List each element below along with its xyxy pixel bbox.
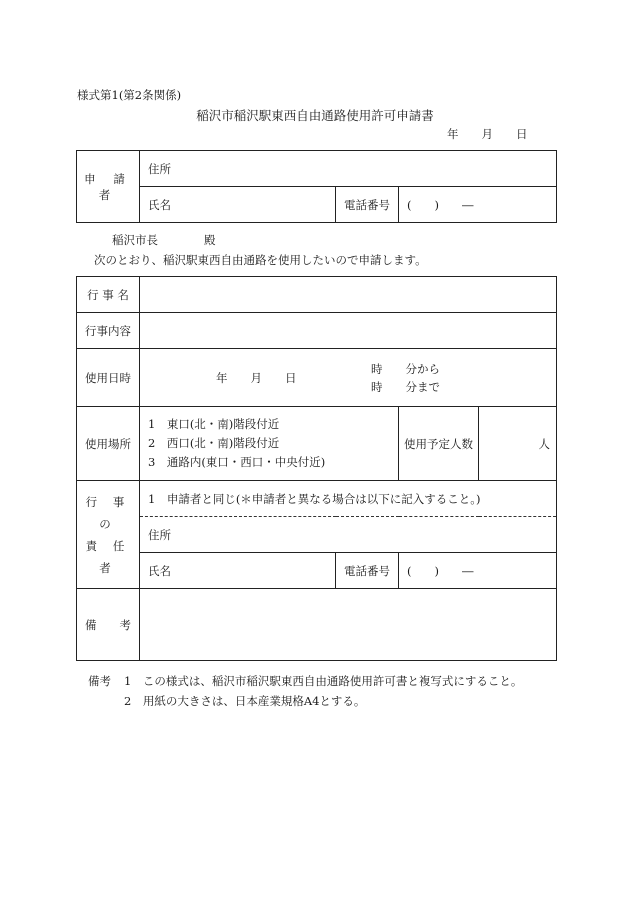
responsible-address-field[interactable] — [140, 517, 557, 553]
applicant-address-field[interactable] — [140, 151, 557, 187]
notes-label: 備考 — [88, 674, 111, 688]
applicant-phone-label: 電話番号 — [336, 187, 399, 223]
event-section — [76, 276, 557, 661]
applicant-label: 申 請 者 — [77, 151, 140, 223]
remarks-label: 備 考 — [77, 589, 140, 661]
usage-time-from: 時 分から — [371, 362, 440, 376]
note-item: 1 この様式は、稲沢市稲沢駅東西自由通路使用許可書と複写式にすること。 — [124, 674, 523, 688]
responsible-label-line1: 行 事 の — [85, 494, 131, 531]
event-name-label: 行 事 名 — [77, 277, 140, 313]
place-option[interactable]: 2 西口(北・南)階段付近 — [148, 436, 280, 450]
attendance-unit: 人 — [538, 436, 550, 451]
usage-time-to: 時 分まで — [371, 380, 440, 394]
application-date: 年 月 日 — [447, 127, 528, 141]
event-content-label: 行事内容 — [77, 313, 140, 349]
note-item: 2 用紙の大きさは、日本産業規格A4とする。 — [124, 694, 366, 708]
responsible-address-label: 住所 — [148, 527, 171, 542]
place-option[interactable]: 1 東口(北・南)階段付近 — [148, 417, 280, 431]
responsible-label-line2: 責 任 者 — [85, 538, 131, 575]
event-content-field[interactable] — [140, 313, 557, 349]
applicant-section — [76, 150, 557, 223]
intro-text: 次のとおり、稲沢駅東西自由通路を使用したいので申請します。 — [94, 253, 427, 267]
document-title: 稲沢市稲沢駅東西自由通路使用許可申請書 — [196, 108, 434, 123]
applicant-name-label: 氏名 — [148, 197, 171, 212]
applicant-name-field[interactable] — [140, 187, 336, 223]
responsible-same-option[interactable]: 1 申請者と同じ(＊申請者と異なる場合は以下に記入すること。) — [140, 481, 557, 517]
responsible-name-field[interactable] — [140, 553, 336, 589]
responsible-label — [77, 481, 140, 589]
usage-place-options[interactable] — [140, 407, 399, 481]
usage-date-ymd: 年 月 日 — [216, 371, 297, 385]
remarks-field[interactable] — [140, 589, 557, 661]
applicant-phone-field[interactable]: ( ) ― — [399, 187, 557, 223]
usage-datetime-field[interactable] — [140, 349, 557, 407]
place-option[interactable]: 3 通路内(東口・西口・中央付近) — [148, 455, 326, 469]
expected-attendance-label: 使用予定人数 — [399, 407, 479, 481]
responsible-name-label: 氏名 — [148, 563, 171, 578]
responsible-phone-label: 電話番号 — [336, 553, 399, 589]
addressee: 稲沢市長 殿 — [112, 233, 216, 247]
usage-place-label: 使用場所 — [77, 407, 140, 481]
applicant-address-label: 住所 — [148, 161, 171, 176]
expected-attendance-field[interactable] — [479, 407, 557, 481]
form-number: 様式第1(第2条関係) — [77, 88, 182, 102]
usage-datetime-label: 使用日時 — [77, 349, 140, 407]
responsible-phone-field[interactable]: ( ) ― — [399, 553, 557, 589]
event-name-field[interactable] — [140, 277, 557, 313]
